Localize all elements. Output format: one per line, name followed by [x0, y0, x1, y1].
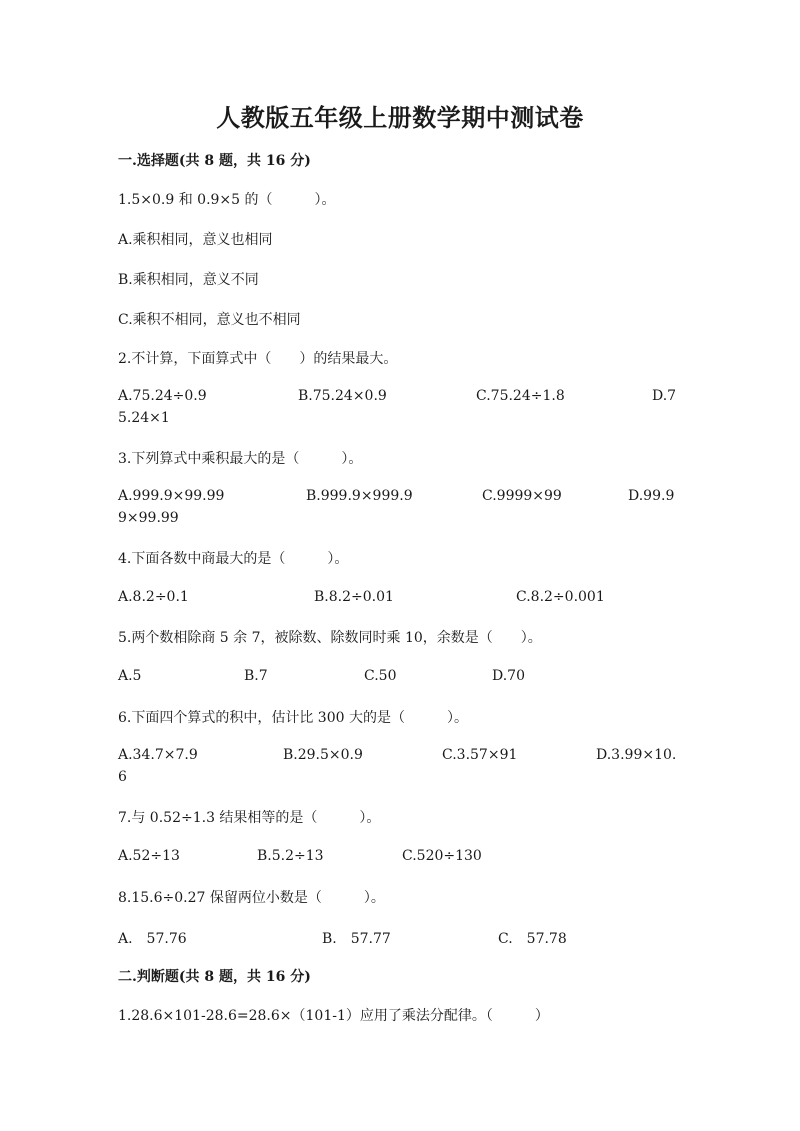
question-8-option-a[interactable]: A. 57.76 — [118, 931, 187, 947]
question-6-option-a[interactable]: A.34.7×7.9 — [118, 747, 198, 763]
question-7-option-c[interactable]: C.520÷130 — [402, 848, 482, 864]
question-6-option-d[interactable]: D.3.99×10. — [596, 747, 677, 763]
question-2-stem: 2.不计算，下面算式中（ ）的结果最大。 — [118, 351, 398, 367]
question-2-option-b[interactable]: B.75.24×0.9 — [298, 388, 387, 404]
question-1-option-b[interactable]: B.乘积相同，意义不同 — [118, 272, 259, 288]
question-4-option-b[interactable]: B.8.2÷0.01 — [314, 589, 394, 605]
judgment-1-stem: 1.28.6×101-28.6=28.6×（101-1）应用了乘法分配律。（ ） — [118, 1008, 549, 1024]
question-6-option-c[interactable]: C.3.57×91 — [442, 747, 518, 763]
question-8-stem: 8.15.6÷0.27 保留两位小数是（ ）。 — [118, 890, 385, 906]
question-3-stem: 3.下列算式中乘积最大的是（ ）。 — [118, 451, 363, 467]
question-3-option-c[interactable]: C.9999×99 — [482, 488, 562, 504]
question-1-option-c[interactable]: C.乘积不相同，意义也不相同 — [118, 312, 301, 328]
question-3-option-d[interactable]: D.99.9 — [628, 488, 675, 504]
question-3-option-b[interactable]: B.999.9×999.9 — [306, 488, 413, 504]
page-title: 人教版五年级上册数学期中测试卷 — [216, 103, 584, 132]
question-3-option-a[interactable]: A.999.9×99.99 — [118, 488, 225, 504]
question-4-option-a[interactable]: A.8.2÷0.1 — [118, 589, 189, 605]
question-5-option-c[interactable]: C.50 — [364, 668, 397, 684]
question-5-option-b[interactable]: B.7 — [244, 668, 268, 684]
question-2-option-d[interactable]: D.7 — [652, 388, 677, 404]
question-4-option-c[interactable]: C.8.2÷0.001 — [516, 589, 605, 605]
question-8-option-c[interactable]: C. 57.78 — [498, 931, 567, 947]
question-5-option-a[interactable]: A.5 — [118, 668, 142, 684]
question-6-stem: 6.下面四个算式的积中，估计比 300 大的是（ ）。 — [118, 710, 468, 726]
section-heading-judgment: 二.判断题(共 8 题，共 16 分) — [118, 969, 311, 985]
question-7-option-a[interactable]: A.52÷13 — [118, 848, 180, 864]
question-7-stem: 7.与 0.52÷1.3 结果相等的是（ ）。 — [118, 810, 381, 826]
question-2-option-c[interactable]: C.75.24÷1.8 — [476, 388, 565, 404]
question-5-stem: 5.两个数相除商 5 余 7，被除数、除数同时乘 10，余数是（ ）。 — [118, 630, 542, 646]
question-4-stem: 4.下面各数中商最大的是（ ）。 — [118, 551, 349, 567]
question-5-option-d[interactable]: D.70 — [492, 668, 525, 684]
question-8-option-b[interactable]: B. 57.77 — [322, 931, 391, 947]
question-2-option-a[interactable]: A.75.24÷0.9 — [118, 388, 207, 404]
question-6-option-b[interactable]: B.29.5×0.9 — [283, 747, 363, 763]
question-1-stem: 1.5×0.9 和 0.9×5 的（ ）。 — [118, 192, 336, 208]
question-7-option-b[interactable]: B.5.2÷13 — [257, 848, 324, 864]
question-2-option-d-continued: 5.24×1 — [118, 410, 170, 426]
question-3-option-d-continued: 9×99.99 — [118, 510, 179, 526]
question-1-option-a[interactable]: A.乘积相同，意义也相同 — [118, 232, 273, 248]
section-heading-choice: 一.选择题(共 8 题，共 16 分) — [118, 153, 311, 169]
question-6-option-d-continued: 6 — [118, 769, 127, 785]
